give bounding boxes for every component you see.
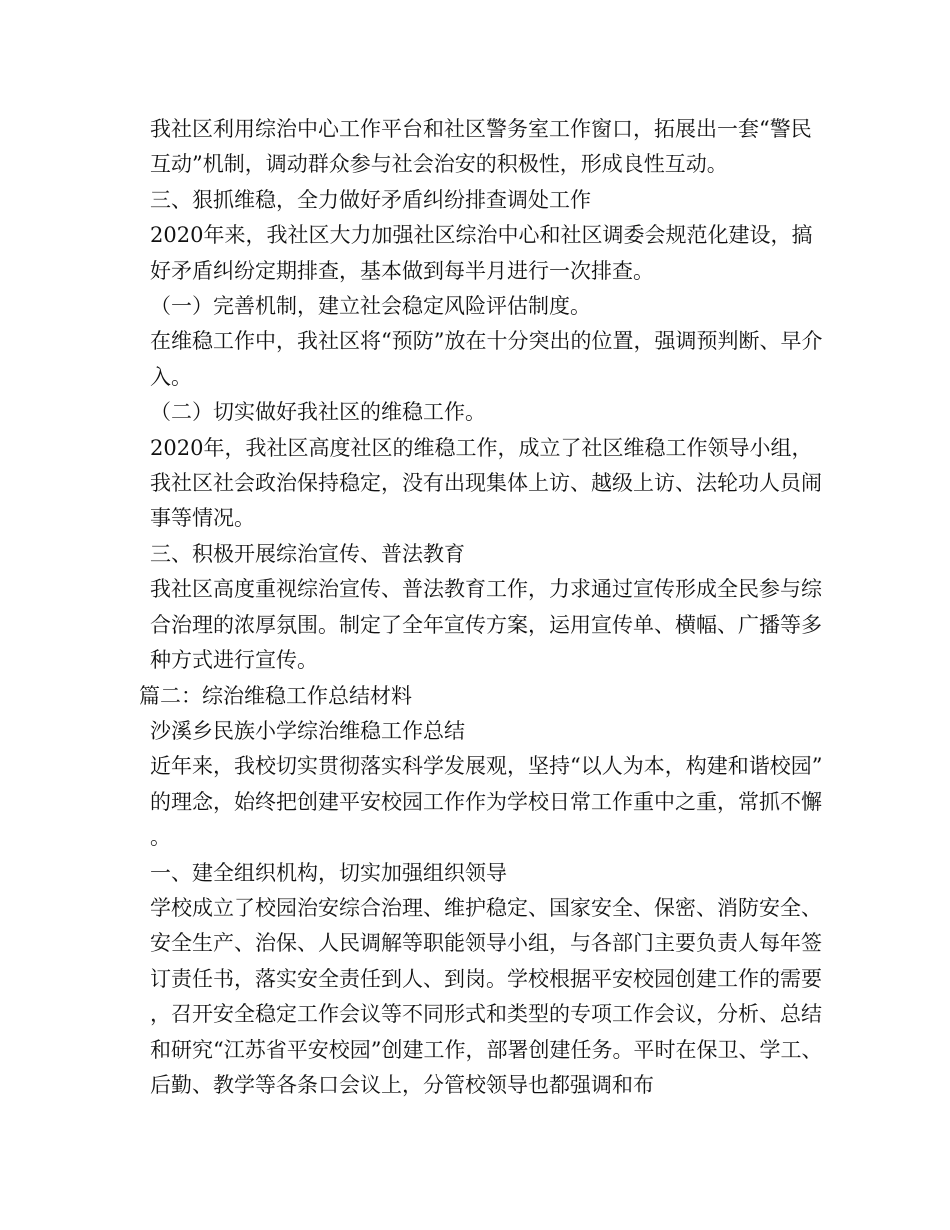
paragraph: 我社区高度重视综治宣传、普法教育工作，力求通过宣传形成全民参与综合治理的浓厚氛围。制定了全年宣传方案，运用宣传单、横幅、广播等多种方式进行宣传。 [150,577,822,673]
subsection-heading: （一）完善机制，建立社会稳定风险评估制度。 [150,294,591,319]
chapter-heading: 篇二：综治维稳工作总结材料 [139,683,412,708]
paragraph: 我社区利用综治中心工作平台和社区警务室工作窗口，拓展出一套“警民互动”机制，调动群众参与社会治安的积极性，形成良性互动。 [150,117,812,177]
paragraph: 近年来，我校切实贯彻落实科学发展观，坚持“以人为本，构建和谐校园”的理念，始终把创建平安校园工作作为学校日常工作重中之重，常抓不懈。 [150,754,823,850]
document-title: 沙溪乡民族小学综治维稳工作总结 [150,718,465,743]
paragraph: 2020年，我社区高度社区的维稳工作，成立了社区维稳工作领导小组，我社区社会政治保持稳定，没有出现集体上访、越级上访、法轮功人员闹事等情况。 [150,435,822,531]
document-body [139,112,829,1103]
paragraph: 2020年来，我社区大力加强社区综治中心和社区调委会规范化建设，搞好矛盾纠纷定期排查，基本做到每半月进行一次排查。 [150,223,813,283]
paragraph: 在维稳工作中，我社区将“预防”放在十分突出的位置，强调预判断、早介入。 [150,329,823,389]
section-heading: 一、建全组织机构，切实加强组织领导 [150,860,507,885]
paragraph: 学校成立了校园治安综合治理、维护稳定、国家安全、保密、消防安全、安全生产、治保、人民调解等职能领导小组，与各部门主要负责人每年签订责任书，落实安全责任到人、到岗。学校根据平安校园创建工作的需要，召开安全稳定工作会议等不同形式和类型的专项工作会议，分析、总结和研究“江苏省平安校园”创建工作，部署创建任务。平时在保卫、学工、后勤、教学等各条口会议上，分管校领导也都强调和布 [150,895,823,1097]
section-heading: 三、积极开展综治宣传、普法教育 [150,541,465,566]
section-heading: 三、狠抓维稳，全力做好矛盾纠纷排查调处工作 [150,187,591,212]
subsection-heading: （二）切实做好我社区的维稳工作。 [150,400,486,425]
